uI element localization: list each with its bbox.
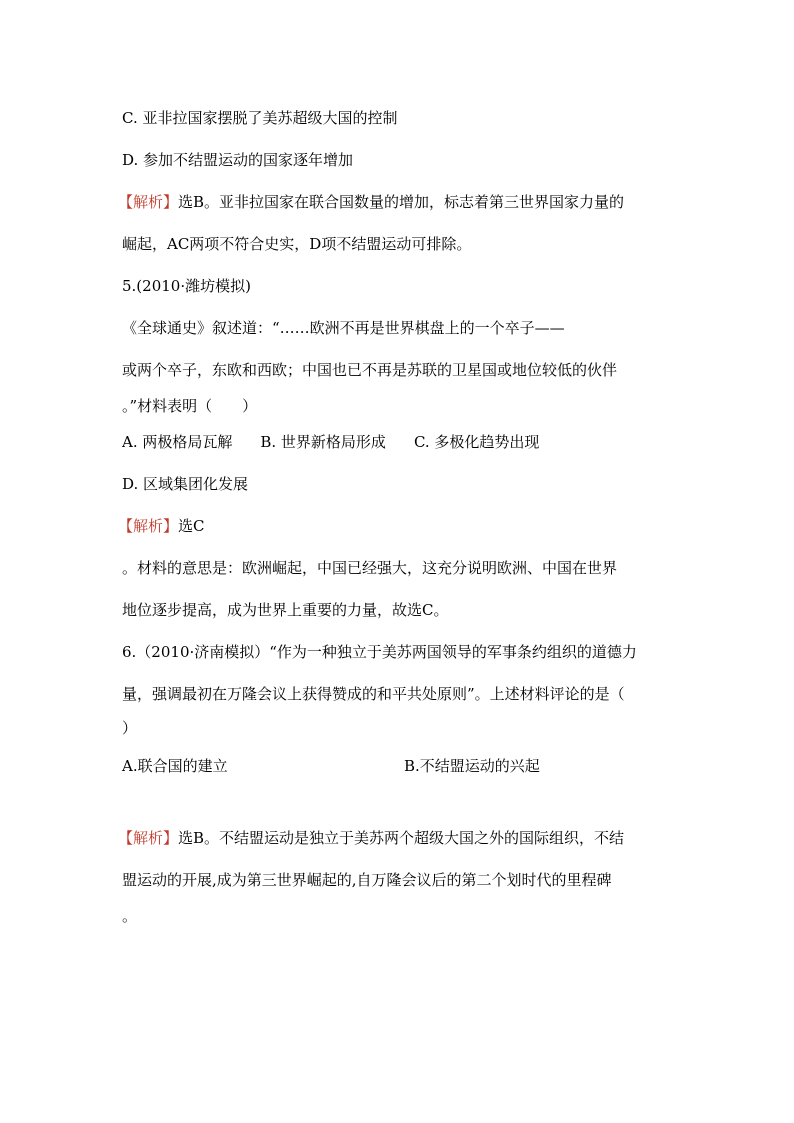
question-5-line-3: 。”材料表明（ ） xyxy=(122,397,258,415)
analysis-4-line-2: 崛起，AC两项不符合史实，D项不结盟运动可排除。 xyxy=(122,235,472,253)
question-6-line-2: 量，强调最初在万隆会议上获得赞成的和平共处原则”。上述材料评论的是（ xyxy=(122,685,625,703)
option-d: D. 区域集团化发展 xyxy=(122,475,249,493)
analysis-tag: 【解析】 xyxy=(118,193,179,211)
question-5-line-1: 《全球通史》叙述道：“……欧洲不再是世界棋盘上的一个卒子—— xyxy=(122,319,565,337)
analysis-text: 选B。亚非拉国家在联合国数量的增加，标志着第三世界国家力量的 xyxy=(178,193,625,211)
option-d: D. 参加不结盟运动的国家逐年增加 xyxy=(122,151,354,169)
analysis-5-line-2: 。材料的意思是：欧洲崛起，中国已经强大，这充分说明欧洲、中国在世界 xyxy=(122,559,618,577)
analysis-5-line-1 xyxy=(118,516,205,536)
option-b: B.不结盟运动的兴起 xyxy=(404,757,540,775)
question-6-line-3: ） xyxy=(122,719,138,737)
option-a: A.联合国的建立 xyxy=(122,757,228,775)
option-c: C. 亚非拉国家摆脱了美苏超级大国的控制 xyxy=(122,109,398,127)
analysis-6-line-3: 。 xyxy=(122,907,138,925)
analysis-5-line-3: 地位逐步提高，成为世界上重要的力量，故选C。 xyxy=(122,601,449,619)
analysis-text: 选B。不结盟运动是独立于美苏两个超级大国之外的国际组织，不结 xyxy=(178,829,625,847)
option-c: C. 多极化趋势出现 xyxy=(413,433,540,451)
question-6-line-1: 6.（2010·济南模拟）“作为一种独立于美苏两国领导的军事条约组织的道德力 xyxy=(122,643,637,661)
analysis-4-line-1 xyxy=(118,192,624,212)
analysis-tag: 【解析】 xyxy=(118,517,179,535)
option-b: B. 世界新格局形成 xyxy=(260,433,386,451)
question-6-options xyxy=(122,756,682,776)
question-5-heading: 5.(2010·潍坊模拟) xyxy=(122,277,251,295)
analysis-6-line-1 xyxy=(118,828,624,848)
analysis-6-line-2: 盟运动的开展,成为第三世界崛起的,自万隆会议后的第二个划时代的里程碑 xyxy=(122,871,612,889)
option-a: A. 两极格局瓦解 xyxy=(122,433,233,451)
question-5-line-2: 或两个卒子，东欧和西欧；中国也已不再是苏联的卫星国或地位较低的伙伴 xyxy=(122,361,618,379)
analysis-text: 选C xyxy=(178,517,205,535)
question-5-options-abc xyxy=(122,432,539,452)
analysis-tag: 【解析】 xyxy=(118,829,179,847)
